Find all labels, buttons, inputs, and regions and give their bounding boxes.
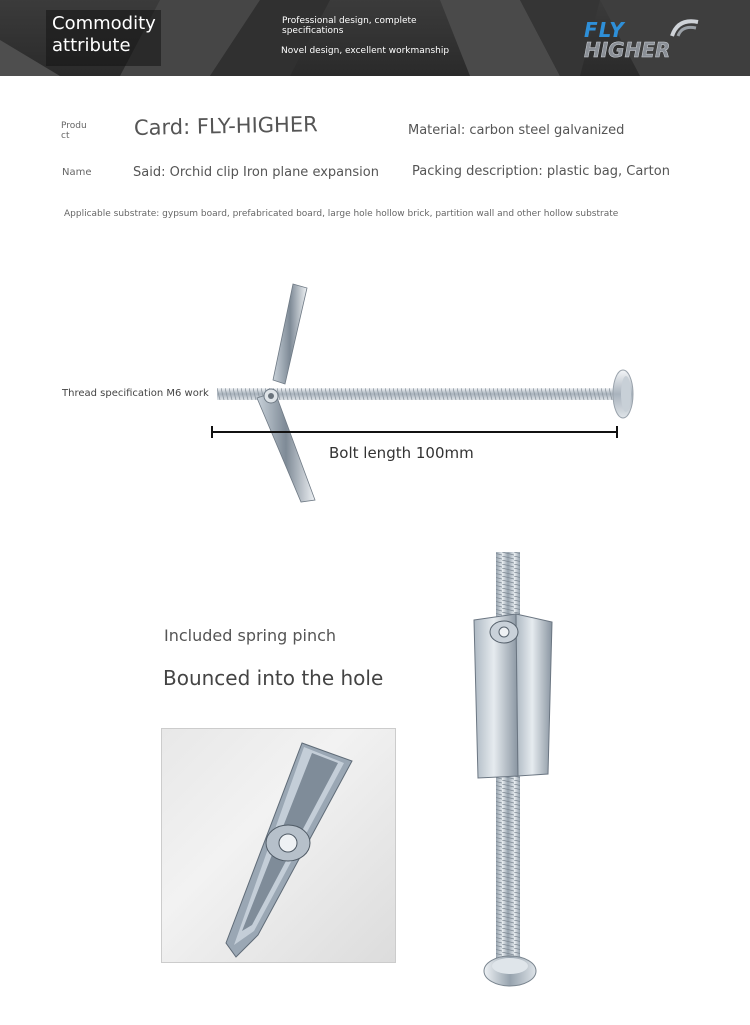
title-line-1: Commodity <box>52 13 156 34</box>
toggle-bolt-image <box>205 280 645 505</box>
name-label: Name <box>62 167 92 178</box>
bolt-length-label: Bolt length 100mm <box>329 444 474 462</box>
substrate-value: Applicable substrate: gypsum board, prefabricated board, large hole hollow brick, partition wall and other hollow substrate <box>64 209 619 219</box>
wing-lower <box>257 392 315 502</box>
product-label <box>61 121 87 141</box>
said-value: Said: Orchid clip Iron plane expansion <box>133 165 379 180</box>
vertical-toggle-bolt-image <box>466 548 566 993</box>
toggle-wing-photo <box>161 728 396 963</box>
page-title <box>52 13 156 57</box>
tagline-2: Novel design, excellent workmanship <box>281 46 450 56</box>
logo-fly-text: FLY <box>584 18 625 42</box>
logo-higher-text: HIGHER <box>584 38 671 62</box>
bounce-text: Bounced into the hole <box>163 666 384 690</box>
spring-pinch-text: Included spring pinch <box>164 626 337 645</box>
card-value: Card: FLY-HIGHER <box>133 112 318 140</box>
logo-arc-icon <box>670 16 700 38</box>
length-measure-line <box>211 426 618 438</box>
packing-value: Packing description: plastic bag, Carton <box>412 164 670 179</box>
header-banner <box>0 0 750 76</box>
product-label-line-2: ct <box>61 131 70 141</box>
tagline-1: Professional design, complete specifications <box>282 16 417 36</box>
material-value: Material: carbon steel galvanized <box>408 123 625 138</box>
brand-logo <box>582 14 718 64</box>
wing-upper <box>273 284 307 384</box>
toggle-wing-drawing <box>162 729 395 962</box>
thread-spec-label: Thread specification M6 work <box>62 388 209 399</box>
title-line-2: attribute <box>52 35 131 56</box>
product-label-line-1: Produ <box>61 121 87 131</box>
